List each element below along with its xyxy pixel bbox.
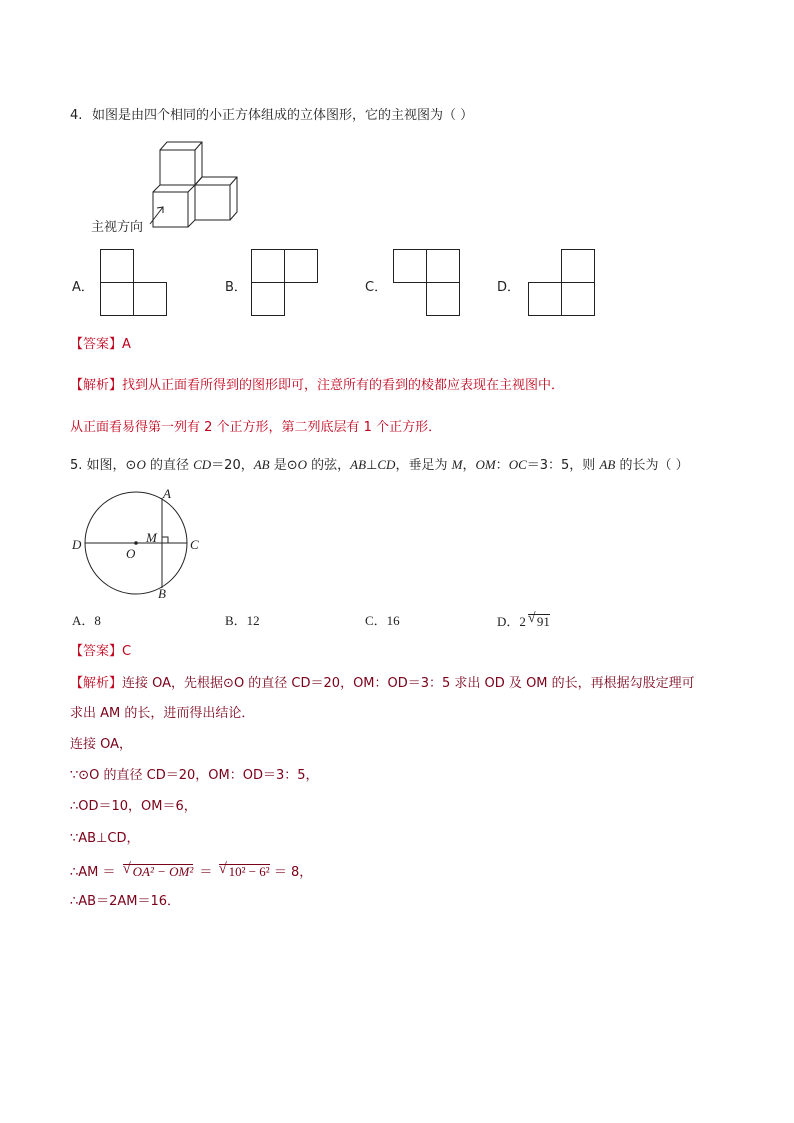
q5-text: 如图，⊙ xyxy=(86,458,137,473)
q5-formula-1: OA² − OM² xyxy=(132,864,194,879)
q5-number: 5. xyxy=(70,458,83,473)
q5-formula-sqrt-1: √ OA² − OM² xyxy=(122,861,194,879)
q5-answer xyxy=(70,645,131,658)
q5-formula-2: 10² − 6² xyxy=(228,864,270,879)
q4-option-a-label: A． xyxy=(72,280,94,295)
q5-option-c xyxy=(365,614,400,627)
q5-option-c-letter: C． xyxy=(365,613,387,628)
q5-text: CD xyxy=(377,457,396,472)
q4-option-b-figure xyxy=(251,249,319,317)
q5-label-c: C xyxy=(190,537,199,552)
q5-step-4: ∵AB⊥CD， xyxy=(70,831,140,846)
q4-analysis xyxy=(70,379,564,392)
q5-answer-tag: 【答案】 xyxy=(70,644,123,659)
q5-option-d-radical: √ 91 xyxy=(527,611,550,629)
q4-option-b-label: B． xyxy=(225,280,247,295)
q4-answer-tag: 【答案】 xyxy=(70,337,123,352)
q5-text: OM xyxy=(475,457,496,472)
q5-option-b-value: 12 xyxy=(246,613,260,628)
q5-option-d xyxy=(497,611,550,629)
q4-option-c-figure xyxy=(393,249,461,317)
q5-option-c-value: 16 xyxy=(386,613,400,628)
q5-text: AB xyxy=(350,457,367,472)
q5-text: O xyxy=(136,457,146,472)
q5-step-2: ∵⊙O 的直径 CD＝20，OM：OD＝3：5， xyxy=(70,768,319,783)
q4-answer xyxy=(70,338,131,351)
q5-option-a-letter: A． xyxy=(72,613,95,628)
q4-analysis-tag: 【解析】 xyxy=(70,378,123,393)
q5-text: ，垂足为 xyxy=(395,458,452,473)
q4-analysis-text: 找到从正面看所得到的图形即可，注意所有的看到的棱都应表现在主视图中． xyxy=(122,378,565,393)
q5-text: M xyxy=(451,457,463,472)
q5-text: O xyxy=(297,457,308,472)
q5-option-b xyxy=(225,614,260,627)
q5-answer-value: C xyxy=(122,644,132,659)
q5-text: 是⊙ xyxy=(269,458,298,473)
q5-step-5: ∴AM ＝ √ OA² − OM² ＝ √ 10² − 6² ＝ 8， xyxy=(70,861,313,880)
q5-label-d: D xyxy=(72,537,82,552)
q4-option-d-figure xyxy=(528,249,596,317)
q5-text: ： xyxy=(495,458,509,473)
q5-text: ， xyxy=(462,458,476,473)
q5-label-b: B xyxy=(158,586,166,601)
q4-explanation: 从正面看易得第一列有 2 个正方形，第二列底层有 1 个正方形． xyxy=(70,420,442,435)
q5-label-a: A xyxy=(163,486,171,501)
q4-option-d-label: D． xyxy=(497,280,521,295)
q5-option-b-letter: B． xyxy=(225,613,247,628)
q5-step-6: ∴AB＝2AM＝16． xyxy=(70,894,181,909)
q4-answer-value: A xyxy=(122,337,131,352)
q5-text: 的直径 xyxy=(145,458,194,473)
q5-analysis-tag: 【解析】 xyxy=(70,676,123,691)
q5-text: AB xyxy=(253,457,270,472)
q5-label-o: O xyxy=(126,546,136,561)
q5-text: ＝20， xyxy=(211,458,254,473)
q5-text: OC xyxy=(508,457,527,472)
q4-question-text: 如图是由四个相同的小正方体组成的立体图形，它的主视图为（ ） xyxy=(92,108,474,123)
q5-text: ⊥ xyxy=(366,458,378,473)
q5-formula-tail: ＝ 8， xyxy=(273,865,313,880)
q5-option-a-value: 8 xyxy=(94,613,101,628)
q5-circle-figure xyxy=(85,490,195,595)
q4-view-direction-label: 主视方向 xyxy=(91,220,144,235)
q5-formula-sqrt-2: √ 10² − 6² xyxy=(218,861,270,879)
q5-step-3: ∴OD＝10，OM＝6， xyxy=(70,799,197,814)
q5-text: 的弦， xyxy=(307,458,351,473)
q5-option-d-radicand: 91 xyxy=(536,614,550,629)
q5-label-m: M xyxy=(146,530,157,545)
q5-text: 的长为（ ） xyxy=(615,458,689,473)
q5-option-a xyxy=(72,614,101,627)
q5-text: CD xyxy=(193,457,212,472)
q5-question xyxy=(70,458,689,472)
q5-text: ＝3：5，则 xyxy=(526,458,600,473)
q5-analysis xyxy=(70,677,695,690)
q5-analysis-line1: 连接 OA，先根据⊙O 的直径 CD＝20，OM：OD＝3：5 求出 OD 及 OM 的长，再根据勾股定理可 xyxy=(122,676,695,691)
q5-text: AB xyxy=(599,457,616,472)
q5-step-5-lead: ∴AM ＝ xyxy=(70,865,116,880)
q4-number: 4. xyxy=(70,108,83,123)
q4-option-c-label: C． xyxy=(365,280,388,295)
q5-option-d-coef: 2 xyxy=(519,614,526,629)
q5-option-d-letter: D． xyxy=(497,614,520,629)
q5-step-1: 连接 OA， xyxy=(70,737,133,752)
q4-option-a-figure xyxy=(100,249,168,317)
q5-analysis-line2: 求出 AM 的长，进而得出结论． xyxy=(70,706,255,721)
